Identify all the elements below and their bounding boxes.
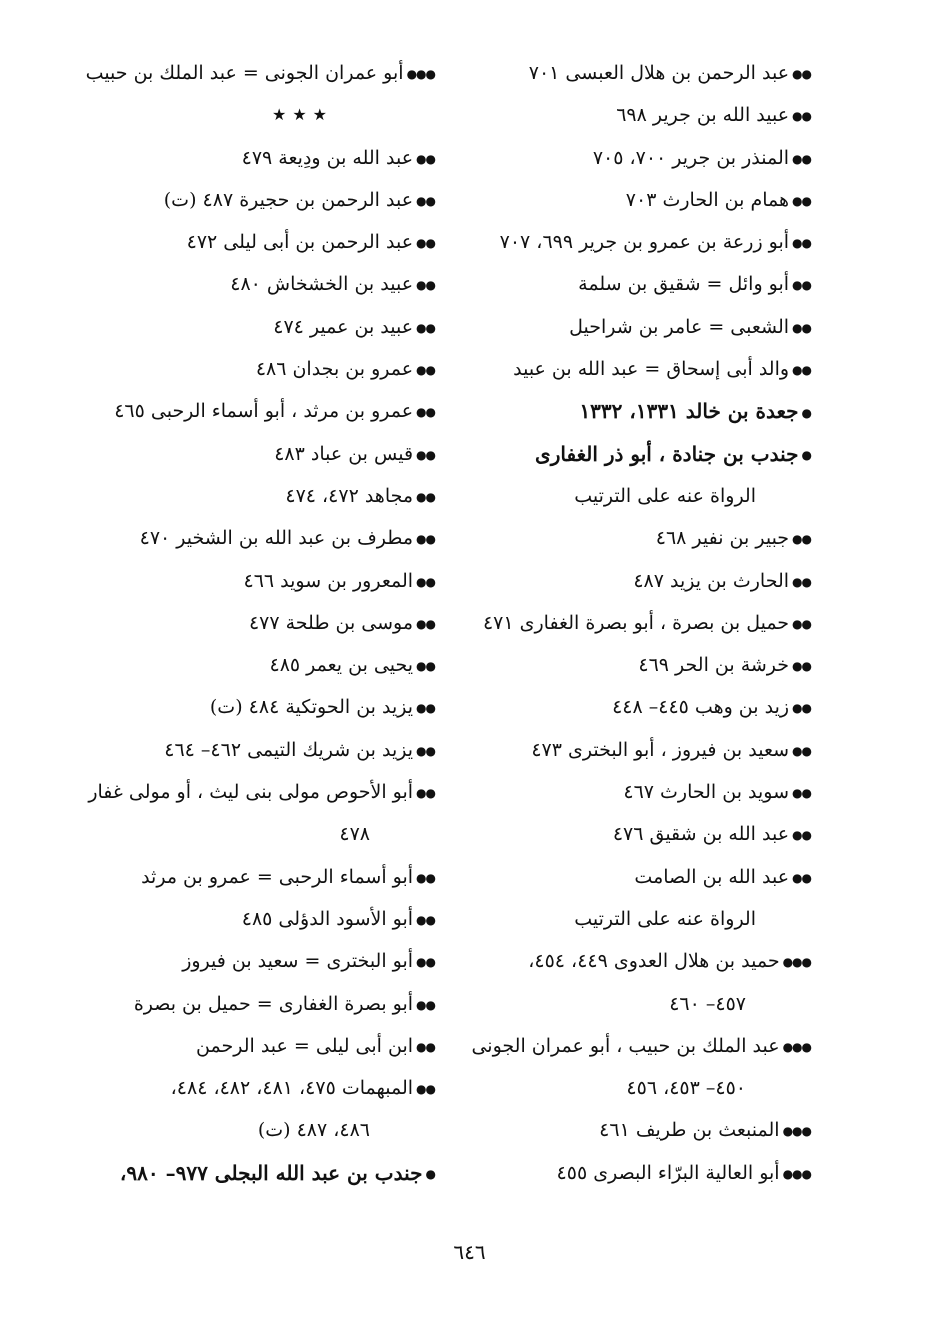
right-column [466, 52, 811, 1194]
entry-text: أبو بصرة الغفارى = حميل بن بصرة [133, 992, 414, 1015]
index-entry [466, 179, 811, 221]
entry-text: المنبعث بن طريف ٤٦١ [599, 1119, 780, 1142]
bullet-dots: ●● [792, 743, 811, 758]
index-entry [466, 1067, 811, 1109]
bullet-dots: ●● [416, 616, 435, 631]
bullet-dots: ●●● [782, 1124, 811, 1139]
bullet-dots: ●● [792, 363, 811, 378]
entry-text: أبو وائل = شقيق بن سلمة [578, 273, 790, 296]
entry-text: عبد الله بن ودِيعة ٤٧٩ [241, 146, 414, 169]
index-entry [466, 306, 811, 348]
bullet-dots: ●● [792, 616, 811, 631]
entry-text: أبو عمران الجونى = عبد الملك بن حبيب [85, 62, 404, 84]
bullet-dots: ●●● [782, 1166, 811, 1181]
index-entry [466, 433, 811, 475]
entry-text: أبو الأحوص مولى بنى ليث ، أو مولى غفار [88, 781, 414, 804]
index-entry [466, 644, 811, 686]
bullet-dots: ●● [416, 236, 435, 251]
entry-text: مطرف بن عبد الله بن الشخير ٤٧٠ [139, 527, 414, 550]
bullet-dots: ●●● [406, 67, 435, 81]
index-entry [90, 306, 435, 348]
entry-text: مجاهد ٤٧٢، ٤٧٤ [285, 484, 414, 507]
bullet-dots: ●● [416, 193, 435, 208]
index-entry [466, 1109, 811, 1151]
entry-text: ٤٥٠– ٤٥٣، ٤٥٦ [626, 1077, 746, 1100]
entry-text: يزيد بن شريك التيمى ٤٦٢– ٤٦٤ [164, 738, 414, 761]
bullet-dots: ●● [792, 278, 811, 293]
entry-text: ٤٧٨ [339, 823, 370, 846]
bullet-dots: ●● [416, 743, 435, 758]
bullet-dots: ●● [416, 659, 435, 674]
bullet-dots: ● [801, 448, 811, 463]
index-entry [90, 729, 435, 771]
entry-text: ابن أبى ليلى = عبد الرحمن [196, 1034, 414, 1057]
index-entry [90, 1025, 435, 1067]
bullet-dots: ●● [416, 447, 435, 462]
entry-text: يحيى بن يعمر ٤٨٥ [269, 654, 414, 677]
index-entry [466, 940, 811, 982]
entry-text: أبو البخترى = سعيد بن فيروز [182, 950, 414, 973]
bullet-dots: ●● [416, 278, 435, 293]
entry-text: عبد الرحمن بن حجيرة ٤٨٧ (ت) [163, 188, 414, 211]
index-entry [90, 856, 435, 898]
entry-text: عبيد بن عمير ٤٧٤ [273, 315, 414, 338]
index-entry [466, 729, 811, 771]
index-entry [466, 390, 811, 432]
entry-text: ٤٨٦، ٤٨٧ (ت) [257, 1119, 370, 1142]
entry-text: همام بن الحارث ٧٠٣ [625, 188, 790, 211]
entry-text: موسى بن طلحة ٤٧٧ [248, 611, 414, 634]
bullet-dots: ●● [416, 701, 435, 716]
index-entry [90, 1152, 435, 1194]
bullet-dots: ●● [416, 151, 435, 166]
index-entry [466, 263, 811, 305]
index-entry [85, 52, 435, 94]
bullet-dots: ●● [416, 320, 435, 335]
entry-text: عبد الرحمن بن أبى ليلى ٤٧٢ [186, 231, 414, 254]
entry-text: جندب بن جنادة ، أبو ذر الغفارى [535, 441, 799, 466]
entry-text: ★★★ [271, 105, 334, 125]
index-entry [466, 983, 811, 1025]
index-entry [466, 813, 811, 855]
index-entry [466, 560, 811, 602]
index-entry [466, 137, 811, 179]
entry-text: جبير بن نفير ٤٦٨ [655, 527, 790, 550]
entry-text: ٤٥٧– ٤٦٠ [669, 992, 746, 1015]
entry-text: الحارث بن يزيد ٤٨٧ [633, 569, 790, 592]
entry-text: المبهمات ٤٧٥، ٤٨١، ٤٨٢، ٤٨٤، [170, 1077, 414, 1100]
index-entry [466, 221, 811, 263]
entry-text: الرواة عنه على الترتيب [574, 907, 756, 930]
entry-text: جعدة بن خالد ١٣٣١، ١٣٣٢ [579, 399, 799, 424]
index-entry [466, 771, 811, 813]
index-entry [90, 517, 435, 559]
entry-text: حميل بن بصرة ، أبو بصرة الغفارى ٤٧١ [482, 611, 790, 634]
entry-text: خرشة بن الحر ٤٦٩ [638, 654, 790, 677]
index-entry [466, 52, 811, 94]
bullet-dots: ●● [792, 574, 811, 589]
index-entry [466, 475, 811, 517]
entry-text: عبيد الله بن جرير ٦٩٨ [616, 104, 790, 127]
entry-text: الرواة عنه على الترتيب [574, 484, 756, 507]
bullet-dots: ●● [792, 870, 811, 885]
index-entry [90, 137, 435, 179]
entry-text: أبو أسماء الرحبى = عمرو بن مرثد [141, 865, 414, 888]
bullet-dots: ●●● [782, 1039, 811, 1054]
bullet-dots: ● [425, 1167, 435, 1182]
bullet-dots: ●● [416, 955, 435, 970]
bullet-dots: ●● [792, 236, 811, 251]
bullet-dots: ●● [792, 532, 811, 547]
bullet-dots: ●● [416, 1082, 435, 1097]
index-entry [90, 263, 435, 305]
index-entry [90, 94, 435, 136]
index-entry [90, 686, 435, 728]
bullet-dots: ●● [792, 786, 811, 801]
bullet-dots: ●● [416, 574, 435, 589]
entry-text: أبو الأسود الدؤلى ٤٨٥ [241, 907, 414, 930]
bullet-dots: ●●● [782, 955, 811, 970]
bullet-dots: ●● [792, 193, 811, 208]
entry-text: عمرو بن مرثد ، أبو أسماء الرحبى ٤٦٥ [114, 400, 414, 423]
index-entry [466, 517, 811, 559]
entry-text: المنذر بن جرير ٧٠٠، ٧٠٥ [592, 146, 790, 169]
bullet-dots: ●● [416, 363, 435, 378]
index-entry [466, 1152, 811, 1194]
index-entry [466, 94, 811, 136]
index-entry [90, 644, 435, 686]
bullet-dots: ●● [416, 786, 435, 801]
bullet-dots: ●● [792, 109, 811, 124]
bullet-dots: ●● [416, 870, 435, 885]
index-entry [90, 898, 435, 940]
index-entry [466, 686, 811, 728]
left-column [85, 52, 435, 1194]
entry-text: عبد الله بن الصامت [634, 865, 790, 888]
entry-text: أبو العالية البرّاء البصرى ٤٥٥ [556, 1161, 780, 1184]
entry-text: جندب بن عبد الله البجلى ٩٧٧– ٩٨٠، [119, 1160, 423, 1185]
index-entry [90, 433, 435, 475]
entry-text: عبد الملك بن حبيب ، أبو عمران الجونى [471, 1034, 780, 1057]
entry-text: الشعبى = عامر بن شراحيل [569, 315, 790, 338]
index-entry [90, 1109, 435, 1151]
index-entry [466, 1025, 811, 1067]
index-entry [466, 602, 811, 644]
entry-text: يزيد بن الحوتكية ٤٨٤ (ت) [209, 696, 414, 719]
bullet-dots: ●● [792, 67, 811, 81]
entry-text: المعرور بن سويد ٤٦٦ [243, 569, 414, 592]
index-entry [90, 813, 435, 855]
entry-text: حميد بن هلال العدوى ٤٤٩، ٤٥٤، [528, 950, 780, 973]
bullet-dots: ●● [416, 1039, 435, 1054]
entry-text: عبد الله بن شقيق ٤٧٦ [612, 823, 790, 846]
bullet-dots: ●● [792, 701, 811, 716]
entry-text: والد أبى إسحاق = عبد الله بن عبيد [513, 358, 790, 381]
index-entry [90, 560, 435, 602]
index-entry [90, 1067, 435, 1109]
bullet-dots: ●● [792, 320, 811, 335]
index-entry [90, 348, 435, 390]
entry-text: سويد بن الحارث ٤٦٧ [623, 781, 790, 804]
page-number: ٦٤٦ [453, 1240, 486, 1264]
index-entry [90, 983, 435, 1025]
bullet-dots: ●● [416, 532, 435, 547]
index-entry [90, 940, 435, 982]
bullet-dots: ●● [416, 997, 435, 1012]
index-entry [466, 898, 811, 940]
index-entry [90, 475, 435, 517]
bullet-dots: ●● [416, 405, 435, 420]
index-entry [90, 221, 435, 263]
index-entry [466, 856, 811, 898]
bullet-dots: ● [801, 405, 811, 420]
entry-text: أبو زرعة بن عمرو بن جرير ٦٩٩، ٧٠٧ [499, 231, 790, 254]
bullet-dots: ●● [416, 489, 435, 504]
entry-text: سعيد بن فيروز ، أبو البخترى ٤٧٣ [531, 738, 790, 761]
index-entry [466, 348, 811, 390]
bullet-dots: ●● [792, 828, 811, 843]
bullet-dots: ●● [792, 151, 811, 166]
entry-text: عبيد بن الخشخاش ٤٨٠ [230, 273, 414, 296]
index-entry [90, 179, 435, 221]
entry-text: عمرو بن بجدان ٤٨٦ [255, 358, 414, 381]
bullet-dots: ●● [416, 912, 435, 927]
bullet-dots: ●● [792, 659, 811, 674]
entry-text: عبد الرحمن بن هلال العبسى ٧٠١ [528, 62, 790, 84]
index-entry [90, 602, 435, 644]
entry-text: زيد بن وهب ٤٤٥– ٤٤٨ [612, 696, 790, 719]
index-entry [90, 771, 435, 813]
entry-text: قيس بن عباد ٤٨٣ [274, 442, 414, 465]
index-entry [90, 390, 435, 432]
